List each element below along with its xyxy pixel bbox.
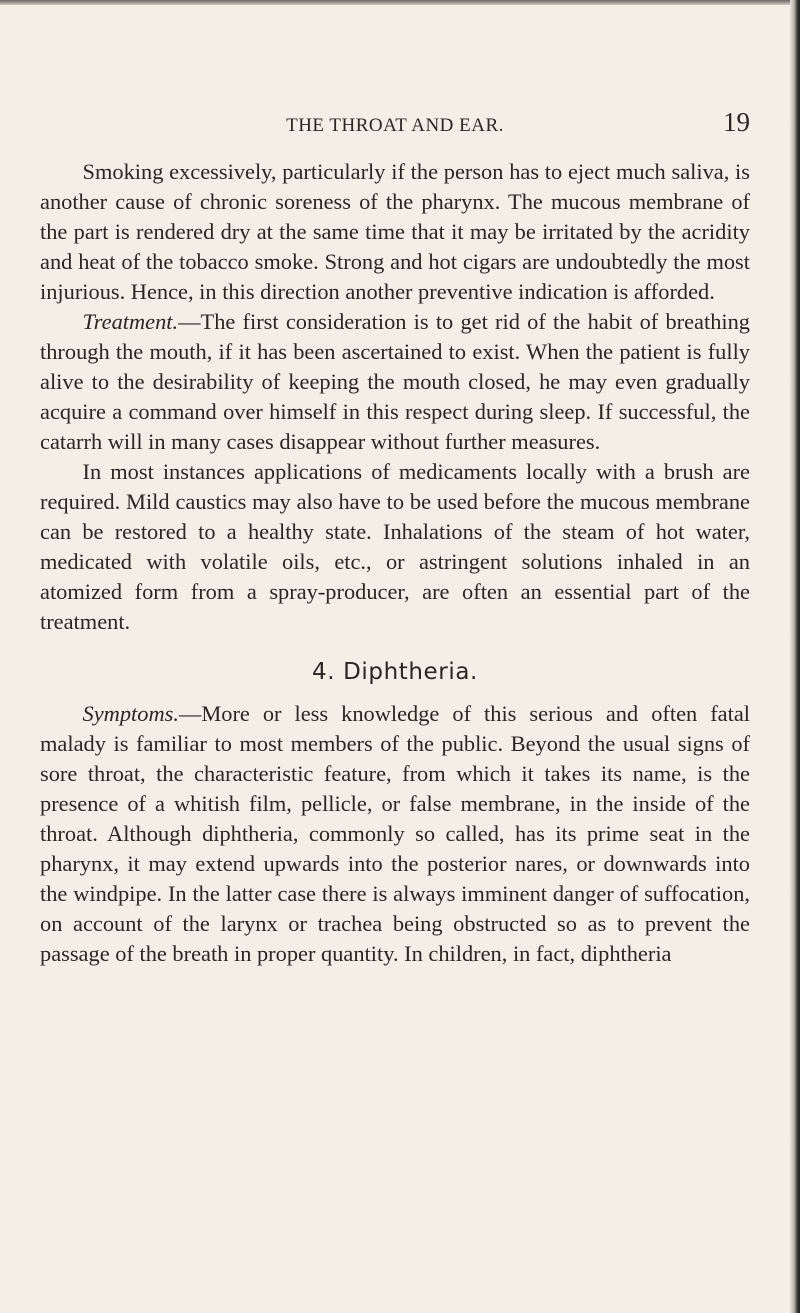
paragraph-treatment: [40, 307, 750, 457]
treatment-body: —The first consideration is to get rid of the habit of breathing through the mouth, if it has been ascertained to exist. When the patient is fully alive to the desirability of keeping the mouth closed, he may even gradually acquire a command over himself in this respect during sleep. If successful, the catarrh will in many cases disappear without further measures.: [40, 309, 750, 454]
book-spine-edge: [790, 0, 800, 1313]
page-top-edge: [0, 0, 800, 5]
symptoms-lead: Symptoms.: [82, 701, 179, 726]
running-title: THE THROAT AND EAR.: [286, 115, 504, 136]
paragraph-symptoms: [40, 699, 750, 969]
treatment-lead: Treatment.: [82, 309, 179, 334]
paragraph-medicaments: In most instances applications of medicaments locally with a brush are required. Mild caustics may also have to be used before the mucous membrane can be restored to a healthy state. Inhalations of the steam of hot water, medicated with volatile oils, etc., or astringent solutions inhaled in an atomized form from a spray-producer, are often an essential part of the treatment.: [40, 459, 750, 634]
symptoms-body: —More or less knowledge of this serious and often fatal malady is familiar to most members of the public. Beyond the usual signs of sore throat, the characteristic feature, from which it takes its name, is the presence of a whitish film, pellicle, or false membrane, in the inside of the throat. Although diphtheria, commonly so called, has its prime seat in the pharynx, it may extend upwards into the posterior nares, or downwards into the windpipe. In the latter case there is always imminent danger of suffocation, on account of the larynx or trachea being obstructed so as to prevent the passage of the breath in proper quantity. In children, in fact, diphtheria: [40, 701, 750, 966]
section-heading-diphtheria: 4. Diphtheria.: [312, 659, 478, 685]
page-number: 19: [723, 107, 750, 137]
book-page: [40, 107, 750, 969]
running-header: [40, 107, 750, 145]
paragraph-smoking: Smoking excessively, particularly if the person has to eject much saliva, is another cause of chronic soreness of the pharynx. The mucous membrane of the part is rendered dry at the same time that it may be irritated by the acridity and heat of the tobacco smoke. Strong and hot cigars are undoubtedly the most injurious. Hence, in this direction another preventive indication is afforded.: [40, 159, 750, 304]
